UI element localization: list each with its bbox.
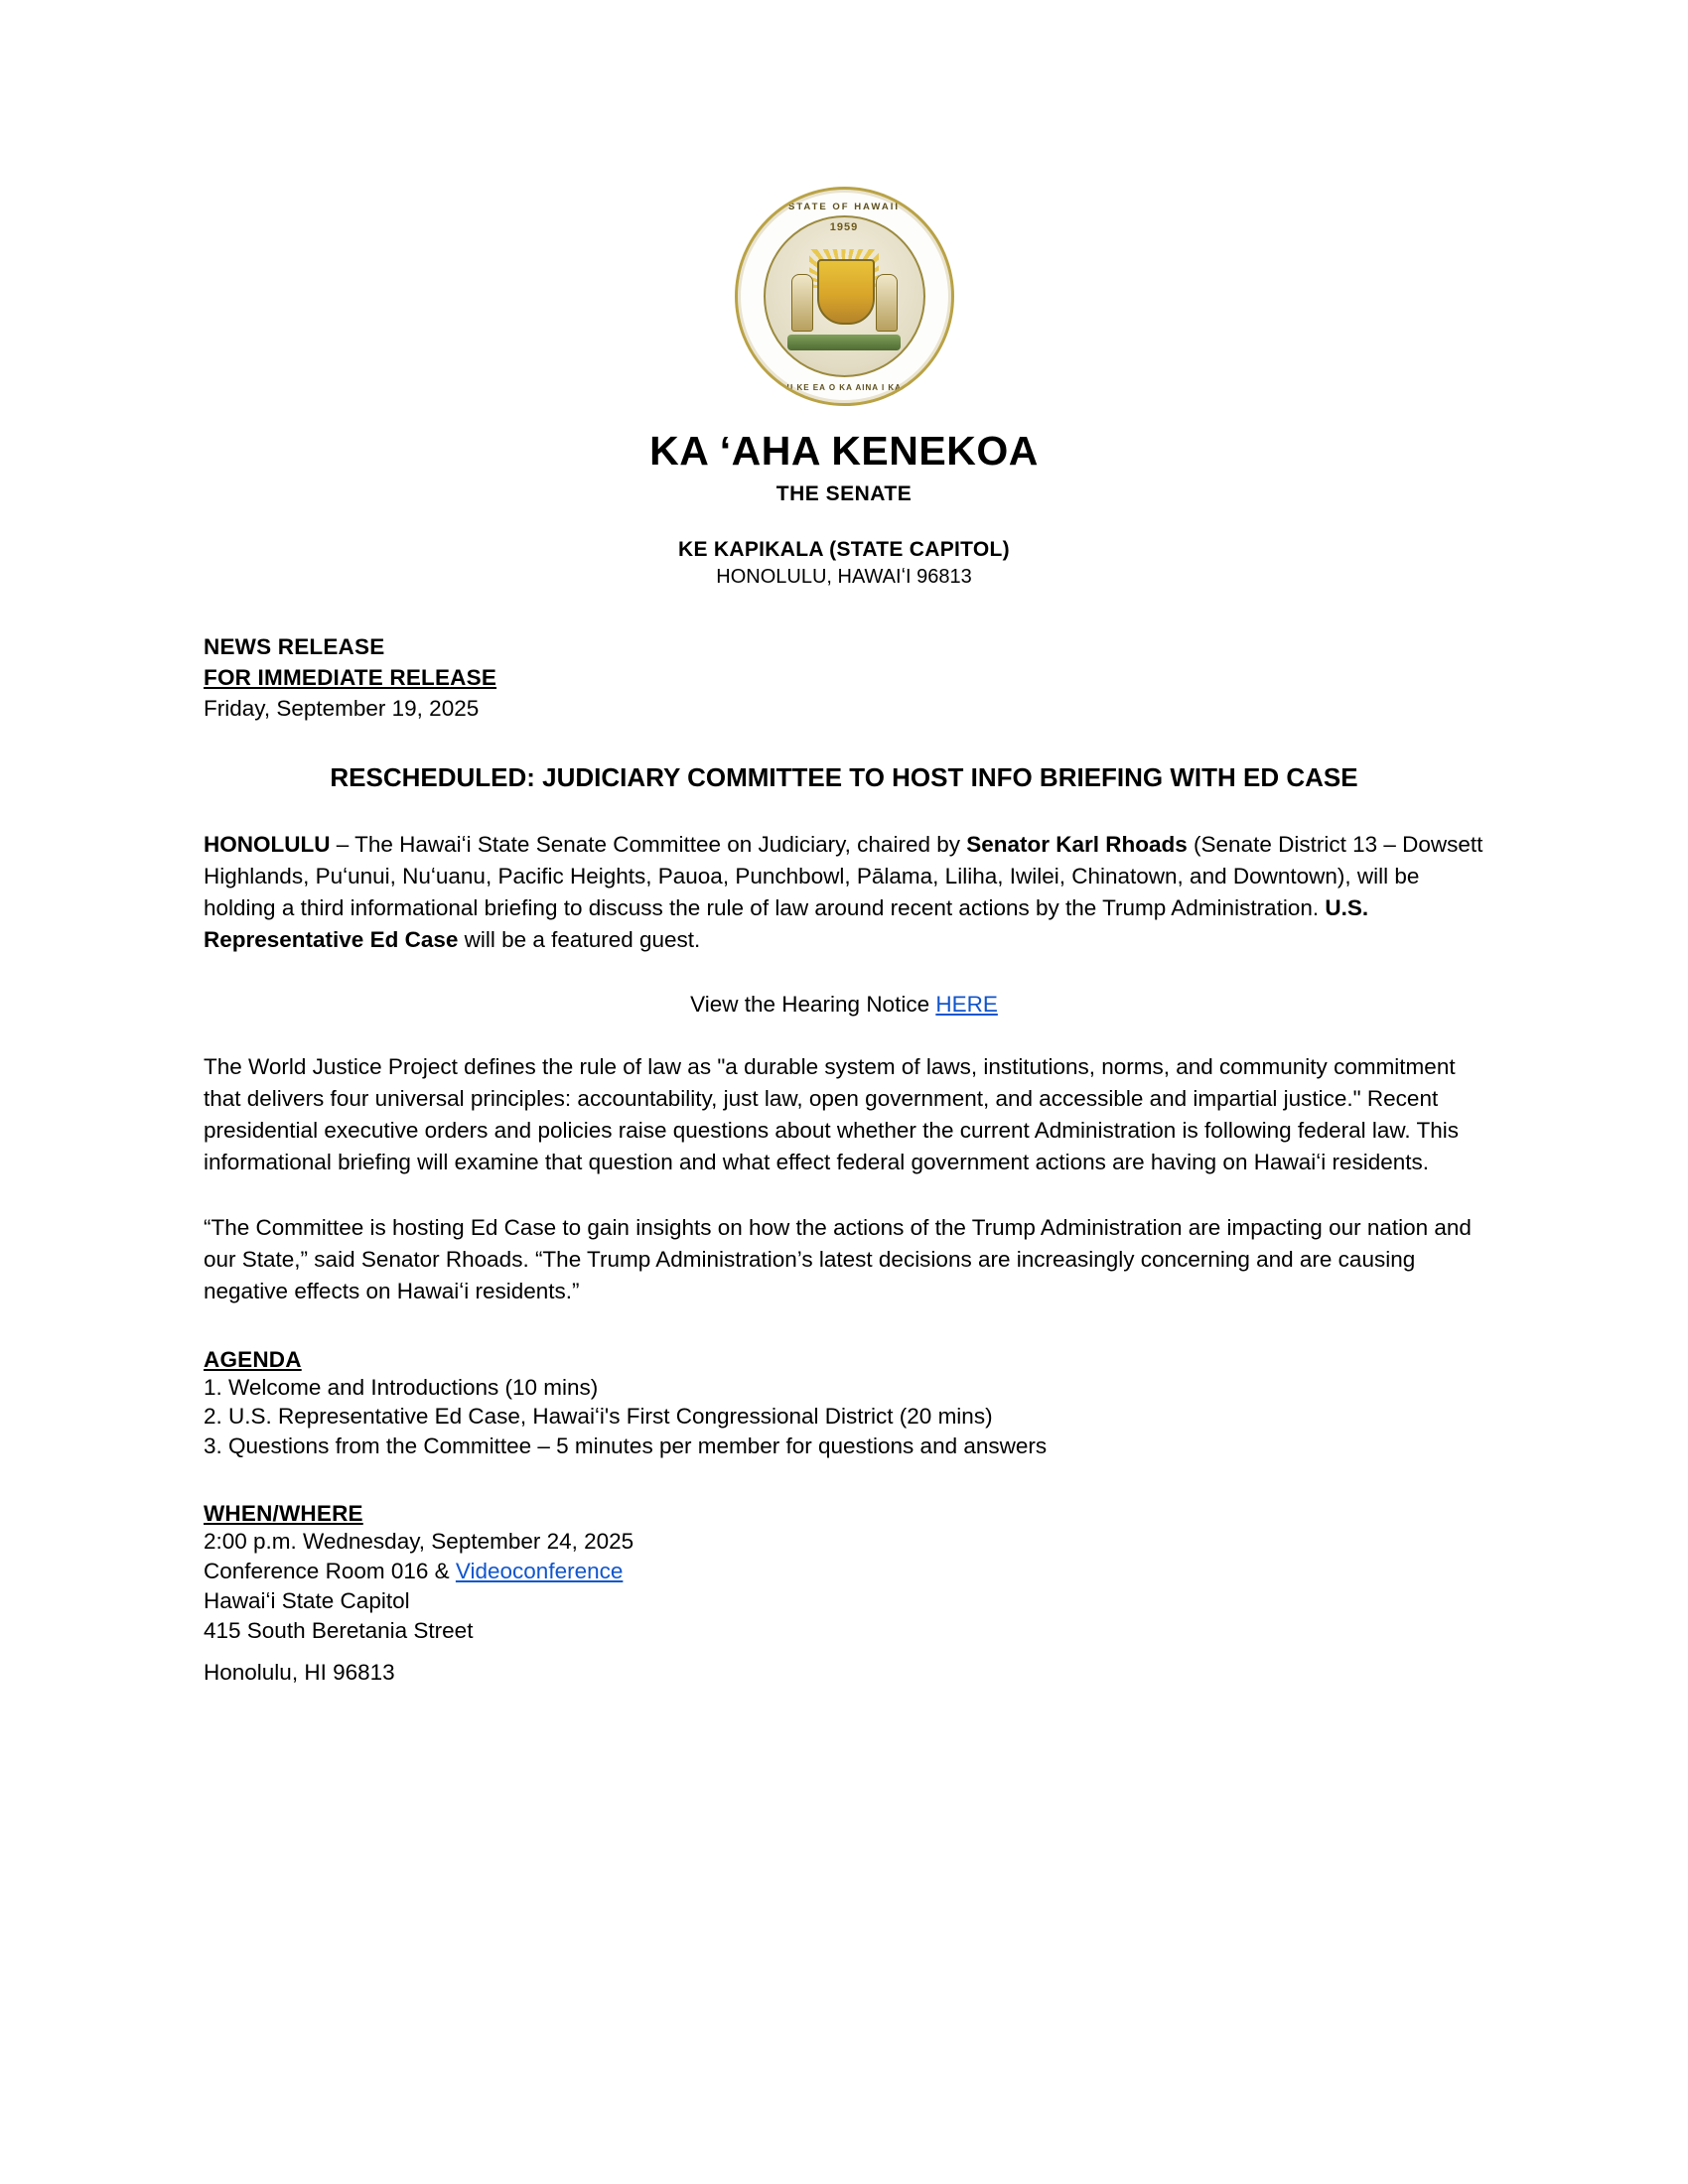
state-seal-icon: [735, 187, 954, 406]
event-building: Hawaiʻi State Capitol: [204, 1588, 410, 1614]
seal-arc-top-text: STATE OF HAWAII: [788, 202, 900, 212]
event-time: 2:00 p.m. Wednesday, September 24, 2025: [204, 1529, 634, 1555]
seal-arc-bottom-text: UA MAU KE EA O KA AINA I KA PONO: [756, 383, 932, 392]
room-prefix: Conference Room 016 &: [204, 1559, 456, 1584]
agenda-item: 1. Welcome and Introductions (10 mins): [204, 1374, 599, 1400]
hearing-notice-link[interactable]: HERE: [935, 991, 998, 1017]
lead-text-1: – The Hawaiʻi State Senate Committee on Judiciary, chaired by: [330, 832, 967, 858]
seal-container: [204, 0, 1484, 406]
page-title-hawaiian: KA ʻAHA KENEKOA: [649, 428, 1039, 474]
release-block: [204, 632, 1484, 724]
news-release-label: NEWS RELEASE: [204, 634, 385, 659]
release-date: Friday, September 19, 2025: [204, 695, 480, 721]
lead-text-3: will be a featured guest.: [458, 927, 701, 953]
dateline: HONOLULU: [204, 832, 331, 858]
guest-name: U.S. Representative Ed Case: [204, 895, 1369, 953]
agenda-item: 3. Questions from the Committee – 5 minutes per member for questions and answers: [204, 1433, 1048, 1459]
seal-base: [787, 335, 902, 350]
hearing-notice-line: [204, 992, 1484, 1018]
event-room: [204, 1557, 1484, 1586]
event-city: Honolulu, HI 96813: [204, 1660, 395, 1685]
page-title-english: THE SENATE: [775, 482, 913, 505]
videoconference-link[interactable]: Videoconference: [455, 1559, 624, 1584]
agenda-heading: AGENDA: [204, 1346, 302, 1372]
capitol-line: KE KAPIKALA (STATE CAPITOL): [678, 538, 1010, 561]
seal-inner: [764, 215, 925, 377]
immediate-release-label: FOR IMMEDIATE RELEASE: [204, 664, 497, 690]
when-where-heading: WHEN/WHERE: [204, 1501, 363, 1527]
seal-shield: [817, 259, 875, 325]
hearing-notice-prefix: View the Hearing Notice: [690, 991, 936, 1017]
agenda-item: 2. U.S. Representative Ed Case, Hawaiʻi's First Congressional District (20 mins): [204, 1404, 993, 1430]
chair-name: Senator Karl Rhoads: [966, 832, 1188, 858]
quote-paragraph: “The Committee is hosting Ed Case to gain insights on how the actions of the Trump Administration are impacting our nation and our State,” said Senator Rhoads. “The Trump Administration’s latest decisions are increasingly concerning and are causing negative effects on Hawaiʻi residents.”: [204, 1214, 1472, 1303]
city-line: HONOLULU, HAWAIʻI 96813: [716, 566, 972, 588]
lead-text-2: (Senate District 13 – Dowsett Highlands, Puʻunui, Nuʻuanu, Pacific Heights, Pauoa, Punchbowl, Pālama, Liliha, Iwilei, Chinatown, and Downtown), will be holding a third informational briefing to discuss the rule of law around recent actions by the Trump Administration.: [204, 832, 1483, 921]
event-street: 415 South Beretania Street: [204, 1618, 474, 1644]
headline: RESCHEDULED: JUDICIARY COMMITTEE TO HOST INFO BRIEFING WITH ED CASE: [330, 762, 1358, 793]
lead-paragraph: [204, 829, 1484, 956]
seal-year-text: 1959: [829, 221, 859, 233]
seal-figure-right: [876, 274, 898, 332]
rule-of-law-paragraph: The World Justice Project defines the rule of law as "a durable system of laws, institutions, norms, and community commitment that delivers four universal principles: accountability, just law, open government, and accessible and impartial justice." Recent presidential executive orders and policies raise questions about whether the current Administration is following federal law. This informational briefing will examine that question and what effect federal government actions are having on Hawaiʻi residents.: [204, 1053, 1460, 1174]
seal-figure-left: [791, 274, 813, 332]
